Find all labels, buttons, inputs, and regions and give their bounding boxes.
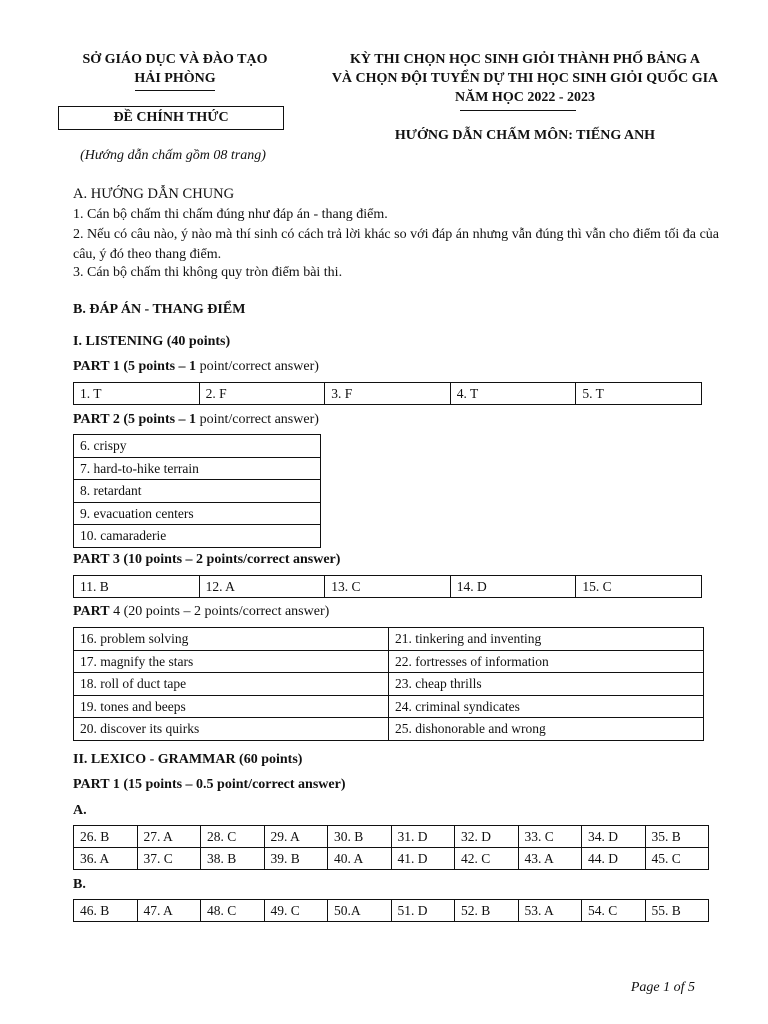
official-box: ĐỀ CHÍNH THỨC xyxy=(58,106,284,130)
table-cell: 41. D xyxy=(391,848,455,870)
table-cell: 21. tinkering and inventing xyxy=(389,628,704,651)
section-a-title: A. HƯỚNG DẪN CHUNG xyxy=(73,186,235,202)
section-a-item-2: 2. Nếu có câu nào, ý nào mà thí sinh có cách trả lời khác so với đáp án nhưng vẫn đúng thì vẫn cho điểm tối đa của câu, ý đó theo thang điểm. xyxy=(73,227,719,262)
listening-part2-label xyxy=(73,412,319,428)
table-cell: 4. T xyxy=(450,383,576,405)
table-row xyxy=(74,576,702,598)
divider xyxy=(135,90,215,91)
listening-title: I. LISTENING (40 points) xyxy=(73,334,231,349)
table-cell: 49. C xyxy=(264,900,328,922)
school-year: NĂM HỌC 2022 - 2023 xyxy=(455,90,595,105)
table-cell: 1. T xyxy=(74,383,200,405)
table-cell: 32. D xyxy=(455,826,519,848)
table-cell: 52. B xyxy=(455,900,519,922)
table-cell: 26. B xyxy=(74,826,138,848)
section-a-item-1: 1. Cán bộ chấm thi chấm đúng như đáp án - thang điểm. xyxy=(73,207,388,222)
subsection-a-label: A. xyxy=(73,803,87,818)
table-cell: 31. D xyxy=(391,826,455,848)
label-bold: PART xyxy=(73,604,110,619)
table-cell: 53. A xyxy=(518,900,582,922)
section-b-title: B. ĐÁP ÁN - THANG ĐIỂM xyxy=(73,302,246,317)
label-rest: point/correct answer) xyxy=(196,359,319,374)
table-cell: 3. F xyxy=(325,383,451,405)
table-cell: 36. A xyxy=(74,848,138,870)
table-cell: 39. B xyxy=(264,848,328,870)
table-row xyxy=(74,718,704,741)
table-cell: 16. problem solving xyxy=(74,628,389,651)
table-cell: 38. B xyxy=(201,848,265,870)
listening-part4-label xyxy=(73,604,329,620)
listening-part1-label xyxy=(73,359,319,375)
table-cell: 55. B xyxy=(645,900,709,922)
table-cell: 44. D xyxy=(582,848,646,870)
table-cell: 6. crispy xyxy=(74,435,321,458)
table-cell: 7. hard-to-hike terrain xyxy=(74,457,321,480)
table-row xyxy=(74,502,321,525)
table-row xyxy=(74,650,704,673)
label-bold: PART 2 (5 points – 1 xyxy=(73,412,197,427)
table-cell: 13. C xyxy=(325,576,451,598)
listening-part1-table xyxy=(73,382,702,405)
section-a-item-3: 3. Cán bộ chấm thi không quy tròn điểm bài thi. xyxy=(73,265,343,280)
table-cell: 14. D xyxy=(450,576,576,598)
table-row xyxy=(74,628,704,651)
table-row xyxy=(74,900,709,922)
label-rest: point/correct answer) xyxy=(196,412,319,427)
marking-guide-subtitle: HƯỚNG DẪN CHẤM MÔN: TIẾNG ANH xyxy=(394,128,656,143)
table-cell: 40. A xyxy=(328,848,392,870)
table-cell: 51. D xyxy=(391,900,455,922)
table-cell: 45. C xyxy=(645,848,709,870)
table-cell: 54. C xyxy=(582,900,646,922)
table-cell: 18. roll of duct tape xyxy=(74,673,389,696)
table-cell: 43. A xyxy=(518,848,582,870)
table-cell: 2. F xyxy=(199,383,325,405)
table-cell: 12. A xyxy=(199,576,325,598)
table-row xyxy=(74,695,704,718)
label-bold: PART 1 (5 points – 1 xyxy=(73,359,197,374)
table-cell: 35. B xyxy=(645,826,709,848)
table-row xyxy=(74,848,709,870)
table-cell: 8. retardant xyxy=(74,480,321,503)
exam-title-line1: KỲ THI CHỌN HỌC SINH GIỎI THÀNH PHỐ BẢNG A xyxy=(350,52,700,67)
table-cell: 24. criminal syndicates xyxy=(389,695,704,718)
table-cell: 37. C xyxy=(137,848,201,870)
table-cell: 47. A xyxy=(137,900,201,922)
exam-title-line2: VÀ CHỌN ĐỘI TUYỂN DỰ THI HỌC SINH GIỎI QUỐC GIA xyxy=(331,71,719,86)
listening-part3-label: PART 3 (10 points – 2 points/correct answer) xyxy=(73,552,341,567)
label-rest: 4 (20 points – 2 points/correct answer) xyxy=(109,604,330,619)
table-cell: 50.A xyxy=(328,900,392,922)
listening-part2-table xyxy=(73,434,321,548)
lexico-title: II. LEXICO - GRAMMAR (60 points) xyxy=(73,752,303,767)
table-cell: 15. C xyxy=(576,576,702,598)
listening-part4-table xyxy=(73,627,704,741)
table-cell: 29. A xyxy=(264,826,328,848)
table-cell: 10. camaraderie xyxy=(74,525,321,548)
table-cell: 11. B xyxy=(74,576,200,598)
table-cell: 27. A xyxy=(137,826,201,848)
page-number: Page 1 of 5 xyxy=(630,980,695,995)
table-cell: 48. C xyxy=(201,900,265,922)
table-row xyxy=(74,457,321,480)
table-row xyxy=(74,826,709,848)
lexico-part1b-table xyxy=(73,899,709,922)
table-cell: 5. T xyxy=(576,383,702,405)
table-row xyxy=(74,435,321,458)
table-cell: 19. tones and beeps xyxy=(74,695,389,718)
table-cell: 9. evacuation centers xyxy=(74,502,321,525)
table-cell: 28. C xyxy=(201,826,265,848)
table-cell: 25. dishonorable and wrong xyxy=(389,718,704,741)
table-cell: 30. B xyxy=(328,826,392,848)
table-cell: 23. cheap thrills xyxy=(389,673,704,696)
lexico-part1-label: PART 1 (15 points – 0.5 point/correct answer) xyxy=(73,777,346,792)
divider xyxy=(460,110,576,111)
table-cell: 17. magnify the stars xyxy=(74,650,389,673)
table-cell: 33. C xyxy=(518,826,582,848)
table-cell: 34. D xyxy=(582,826,646,848)
table-row xyxy=(74,480,321,503)
department-name: SỞ GIÁO DỤC VÀ ĐÀO TẠO xyxy=(82,52,268,67)
table-cell: 20. discover its quirks xyxy=(74,718,389,741)
table-cell: 22. fortresses of information xyxy=(389,650,704,673)
table-row xyxy=(74,673,704,696)
page-count-note: (Hướng dẫn chấm gồm 08 trang) xyxy=(80,148,266,163)
city-name: HẢI PHÒNG xyxy=(134,71,216,86)
listening-part3-table xyxy=(73,575,702,598)
table-row xyxy=(74,383,702,405)
subsection-b-label: B. xyxy=(73,877,86,892)
table-row xyxy=(74,525,321,548)
table-cell: 42. C xyxy=(455,848,519,870)
lexico-part1a-table xyxy=(73,825,709,870)
table-cell: 46. B xyxy=(74,900,138,922)
